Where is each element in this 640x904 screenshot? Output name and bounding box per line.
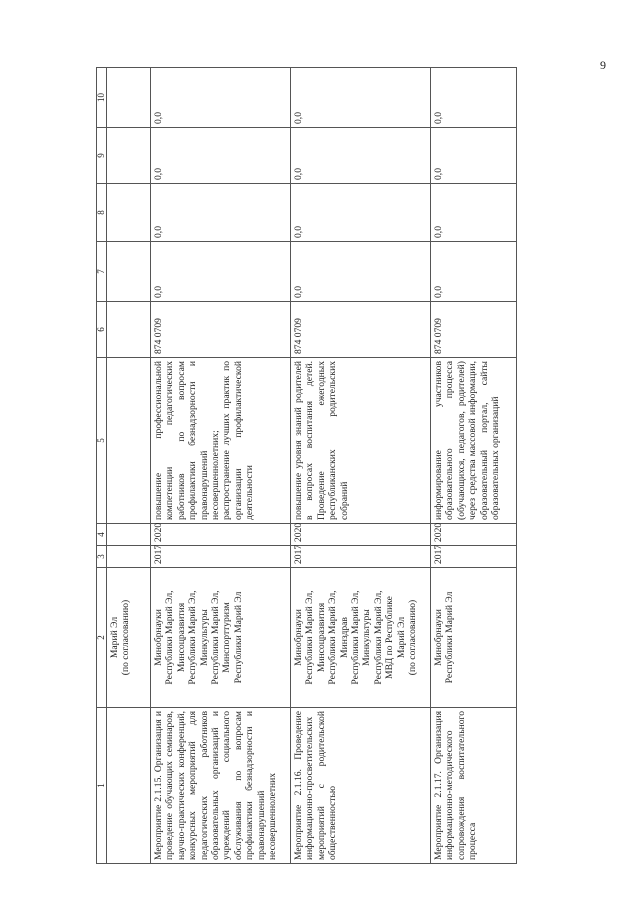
- budget-code-cell: 874 0709: [431, 302, 517, 358]
- value-cell-7: 0,0: [431, 242, 517, 302]
- executor-line: Республики Марий Эл: [232, 591, 244, 684]
- continuation-cell-3: [107, 546, 151, 568]
- col-header-1: 1: [97, 708, 107, 864]
- col-header-10: 10: [97, 68, 107, 128]
- col-header-2: 2: [97, 568, 107, 708]
- executor-line: Республики Марий Эл,: [350, 590, 362, 685]
- value-cell-10: 0,0: [431, 68, 517, 128]
- activity-cell: Мероприятие 2.1.15. Организация и проведение обучающих семинаров, научно-практических конференций, конкурсных мероприятий для педагогических работников образовательных организаций и учреждений социального обслуживания по вопросам профилактики безнадзорности и правонарушений несовершеннолетних: [151, 708, 291, 864]
- value-cell-9: 0,0: [291, 128, 431, 184]
- col-header-7: 7: [97, 242, 107, 302]
- value-cell-7: 0,0: [291, 242, 431, 302]
- executor-line: Республики Марий Эл,: [187, 590, 199, 685]
- executors-cell: [151, 568, 291, 708]
- executor-line: Минобрнауки: [293, 609, 304, 666]
- executor-line: Республики Марий Эл,: [327, 590, 339, 685]
- continuation-cell-4: [107, 524, 151, 546]
- value-cell-9: 0,0: [431, 128, 517, 184]
- executor-line: Республики Марий Эл,: [304, 590, 316, 685]
- continuation-org: Марий Эл: [109, 616, 120, 659]
- executor-line: Минспорттуризм: [221, 602, 233, 673]
- page-number: 9: [600, 58, 606, 72]
- col-header-3: 3: [97, 546, 107, 568]
- result-cell: повышение профессиональной компетенции педагогических работников по вопросам профилактики безнадзорности и правонарушений несовершеннолетних; распространение лучших практик по организации профилактической деятельности: [151, 358, 291, 524]
- executor-line: Минобрнауки: [153, 609, 164, 666]
- rotated-table-container: [96, 68, 544, 864]
- table-row: [431, 68, 517, 864]
- program-activities-table: [96, 67, 517, 864]
- col-header-9: 9: [97, 128, 107, 184]
- continuation-note: (по согласованию): [120, 599, 132, 676]
- continuation-cell-10: [107, 68, 151, 128]
- continuation-cell-6: [107, 302, 151, 358]
- continuation-cell-9: [107, 128, 151, 184]
- executor-line: Минкультуры: [361, 609, 373, 666]
- result-cell: повышение уровня знаний родителей в вопросах воспитания детей. Проведение ежегодных республиканских родительских собраний: [291, 358, 431, 524]
- start-year-cell: 2017: [431, 546, 517, 568]
- value-cell-10: 0,0: [151, 68, 291, 128]
- activity-cell: Мероприятие 2.1.17. Организация информационно-методического сопровождения воспитательного процесса: [431, 708, 517, 864]
- executor-line: Минздрав: [338, 617, 350, 658]
- executor-line: Республики Марий Эл: [444, 591, 456, 684]
- continuation-row: [107, 68, 151, 864]
- col-header-8: 8: [97, 184, 107, 242]
- value-cell-9: 0,0: [151, 128, 291, 184]
- executor-line: МВД по Республике: [384, 596, 396, 679]
- column-number-header: [97, 68, 107, 864]
- value-cell-8: 0,0: [151, 184, 291, 242]
- executor-line: Минобрнауки: [433, 609, 444, 666]
- table-row: [291, 68, 431, 864]
- executor-line: Минкультуры: [198, 609, 210, 666]
- value-cell-10: 0,0: [291, 68, 431, 128]
- col-header-5: 5: [97, 358, 107, 524]
- end-year-cell: 2020: [431, 524, 517, 546]
- table-row: [151, 68, 291, 864]
- executor-line: Минсоцразвития: [175, 602, 187, 673]
- start-year-cell: 2017: [151, 546, 291, 568]
- executor-line: (по согласованию): [407, 599, 419, 676]
- budget-code-cell: 874 0709: [291, 302, 431, 358]
- value-cell-8: 0,0: [431, 184, 517, 242]
- executor-line: Марий Эл: [395, 616, 407, 659]
- result-cell: информирование участников образовательного процесса (обучающихся, педагогов, родителей) через средства массовой информации, образовательный портал, сайты образовательных организаций: [431, 358, 517, 524]
- col-header-6: 6: [97, 302, 107, 358]
- executors-cell: [291, 568, 431, 708]
- value-cell-8: 0,0: [291, 184, 431, 242]
- budget-code-cell: 874 0709: [151, 302, 291, 358]
- activity-cell: Мероприятие 2.1.16. Проведение информационно-просветительских мероприятий с родительской общественностью: [291, 708, 431, 864]
- value-cell-7: 0,0: [151, 242, 291, 302]
- executor-line: Республики Марий Эл,: [164, 590, 176, 685]
- executor-line: Республики Марий Эл,: [372, 590, 384, 685]
- start-year-cell: 2017: [291, 546, 431, 568]
- continuation-cell-5: [107, 358, 151, 524]
- continuation-executor: [107, 568, 151, 708]
- continuation-cell-8: [107, 184, 151, 242]
- executors-cell: [431, 568, 517, 708]
- executor-line: Республики Марий Эл,: [210, 590, 222, 685]
- continuation-cell-7: [107, 242, 151, 302]
- executor-line: Минсоцразвития: [315, 602, 327, 673]
- col-header-4: 4: [97, 524, 107, 546]
- end-year-cell: 2020: [151, 524, 291, 546]
- end-year-cell: 2020: [291, 524, 431, 546]
- continuation-cell-1: [107, 708, 151, 864]
